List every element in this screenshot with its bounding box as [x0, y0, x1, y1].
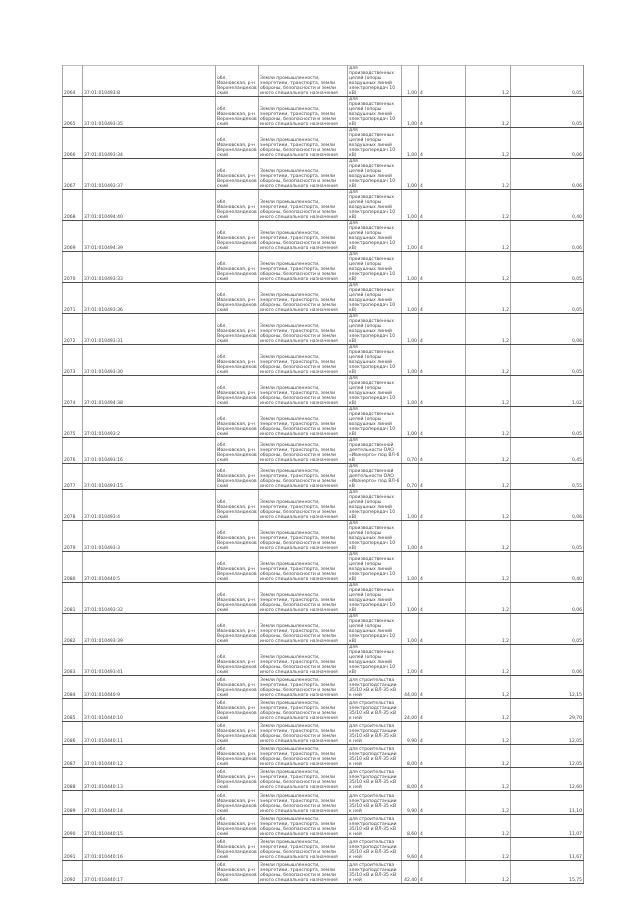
permitted-use-cell: для строительства электроподстанции 35/10 кВ и ВЛ-35 кВ к ней: [348, 745, 402, 768]
value-cell: 12,05: [511, 745, 584, 768]
coefficient-cell: 1,2: [466, 407, 511, 438]
cadastral-number-cell: 37:01:010494:38: [83, 376, 216, 407]
permitted-use-cell: для производственных целей (опоры воздушных линий электропередач 10 кВ): [348, 583, 402, 614]
table-row: [63, 860, 584, 883]
cadastral-number-cell: 37:01:010493:41: [83, 645, 216, 676]
coefficient-cell: 1,2: [466, 190, 511, 221]
row-number-cell: 2081: [63, 583, 83, 614]
value-cell: 0,06: [511, 314, 584, 345]
land-category-cell: Земли промышленности, энергетики, транспорта, земли обороны, безопасности и земли иного специального назначения: [259, 722, 348, 745]
land-category-cell: Земли промышленности, энергетики, транспорта, земли обороны, безопасности и земли иного специального назначения: [259, 490, 348, 521]
area-cell: 9,90: [402, 722, 419, 745]
row-number-cell: 2066: [63, 128, 83, 159]
location-cell: обл. Ивановская, р-н Верхнеландеховский: [216, 407, 259, 438]
permitted-use-cell: для производственных целей (опоры воздушных линий электропередач 10 кВ): [348, 376, 402, 407]
cadastral-number-cell: 37:01:010440:11: [83, 722, 216, 745]
code-cell: 4: [419, 314, 466, 345]
area-cell: 1,00: [402, 97, 419, 128]
row-number-cell: 2086: [63, 722, 83, 745]
cadastral-number-cell: 37:01:010493:34: [83, 128, 216, 159]
row-number-cell: 2089: [63, 791, 83, 814]
value-cell: 11,07: [511, 814, 584, 837]
land-category-cell: Земли промышленности, энергетики, транспорта, земли обороны, безопасности и земли иного специального назначения: [259, 768, 348, 791]
land-category-cell: Земли промышленности, энергетики, транспорта, земли обороны, безопасности и земли иного специального назначения: [259, 645, 348, 676]
area-cell: 1,00: [402, 252, 419, 283]
permitted-use-cell: для строительства электроподстанции 35/10 кВ и ВЛ-35 кВ к ней: [348, 814, 402, 837]
coefficient-cell: 1,2: [466, 614, 511, 645]
row-number-cell: 2090: [63, 814, 83, 837]
area-cell: 0,70: [402, 438, 419, 464]
code-cell: 4: [419, 159, 466, 190]
cadastral-number-cell: 37:01:010493:37: [83, 159, 216, 190]
location-cell: обл. Ивановская, р-н Верхнеландеховский: [216, 66, 259, 97]
location-cell: обл. Ивановская, р-н Верхнеландеховский: [216, 745, 259, 768]
area-cell: 1,00: [402, 583, 419, 614]
coefficient-cell: 1,2: [466, 97, 511, 128]
code-cell: 4: [419, 438, 466, 464]
cadastral-number-cell: 37:01:010440:12: [83, 745, 216, 768]
area-cell: 1,00: [402, 376, 419, 407]
code-cell: 4: [419, 283, 466, 314]
cadastral-number-cell: 37:01:010493:3: [83, 521, 216, 552]
value-cell: 0,05: [511, 614, 584, 645]
value-cell: 0,40: [511, 552, 584, 583]
area-cell: 8,00: [402, 768, 419, 791]
table-row: [63, 814, 584, 837]
location-cell: обл. Ивановская, р-н Верхнеландеховский: [216, 676, 259, 699]
value-cell: 0,05: [511, 252, 584, 283]
cadastral-number-cell: 37:01:010493:35: [83, 97, 216, 128]
permitted-use-cell: для строительства электроподстанции 35/10 кВ и ВЛ-35 кВ к ней: [348, 860, 402, 883]
code-cell: 4: [419, 722, 466, 745]
table-row: [63, 345, 584, 376]
location-cell: обл. Ивановская, р-н Верхнеландеховский: [216, 722, 259, 745]
value-cell: 0,06: [511, 159, 584, 190]
value-cell: 12,15: [511, 676, 584, 699]
value-cell: 0,06: [511, 645, 584, 676]
row-number-cell: 2073: [63, 345, 83, 376]
code-cell: 4: [419, 745, 466, 768]
row-number-cell: 2065: [63, 97, 83, 128]
row-number-cell: 2072: [63, 314, 83, 345]
permitted-use-cell: для производственных целей (опоры воздушных линий электропередач 10 кВ): [348, 128, 402, 159]
row-number-cell: 2068: [63, 190, 83, 221]
cadastral-number-cell: 37:01:010493:16: [83, 438, 216, 464]
value-cell: 29,70: [511, 699, 584, 722]
code-cell: 4: [419, 791, 466, 814]
location-cell: обл. Ивановская, р-н Верхнеландеховский: [216, 645, 259, 676]
coefficient-cell: 1,2: [466, 860, 511, 883]
location-cell: обл. Ивановская, р-н Верхнеландеховский: [216, 252, 259, 283]
value-cell: 0,06: [511, 128, 584, 159]
row-number-cell: 2083: [63, 645, 83, 676]
permitted-use-cell: для производственных целей (опоры воздушных линий электропередач 10 кВ): [348, 283, 402, 314]
value-cell: 0,06: [511, 490, 584, 521]
location-cell: обл. Ивановская, р-н Верхнеландеховский: [216, 159, 259, 190]
area-cell: 9,90: [402, 791, 419, 814]
value-cell: 0,06: [511, 221, 584, 252]
coefficient-cell: 1,2: [466, 464, 511, 490]
row-number-cell: 2067: [63, 159, 83, 190]
coefficient-cell: 1,2: [466, 490, 511, 521]
value-cell: 0,05: [511, 345, 584, 376]
value-cell: 0,05: [511, 66, 584, 97]
coefficient-cell: 1,2: [466, 521, 511, 552]
code-cell: 4: [419, 252, 466, 283]
table-row: [63, 490, 584, 521]
table-row: [63, 283, 584, 314]
table-row: [63, 66, 584, 97]
land-category-cell: Земли промышленности, энергетики, транспорта, земли обороны, безопасности и земли иного специального назначения: [259, 66, 348, 97]
table-row: [63, 221, 584, 252]
value-cell: 0,06: [511, 583, 584, 614]
coefficient-cell: 1,2: [466, 221, 511, 252]
code-cell: 4: [419, 221, 466, 252]
row-number-cell: 2084: [63, 676, 83, 699]
cadastral-number-cell: 37:01:010440:17: [83, 860, 216, 883]
land-category-cell: Земли промышленности, энергетики, транспорта, земли обороны, безопасности и земли иного специального назначения: [259, 791, 348, 814]
coefficient-cell: 1,2: [466, 376, 511, 407]
permitted-use-cell: для производственных целей (опоры воздушных линий электропередач 10 кВ): [348, 66, 402, 97]
value-cell: 12,05: [511, 722, 584, 745]
code-cell: 4: [419, 345, 466, 376]
table-row: [63, 159, 584, 190]
cadastral-number-cell: 37:01:010493:33: [83, 252, 216, 283]
land-category-cell: Земли промышленности, энергетики, транспорта, земли обороны, безопасности и земли иного специального назначения: [259, 159, 348, 190]
land-category-cell: Земли промышленности, энергетики, транспорта, земли обороны, безопасности и земли иного специального назначения: [259, 521, 348, 552]
location-cell: обл. Ивановская, р-н Верхнеландеховский: [216, 699, 259, 722]
row-number-cell: 2082: [63, 614, 83, 645]
permitted-use-cell: для строительства электроподстанции 35/10 кВ и ВЛ-35 кВ к ней: [348, 676, 402, 699]
code-cell: 4: [419, 128, 466, 159]
permitted-use-cell: для строительства электроподстанции 35/10 кВ и ВЛ-35 кВ к ней: [348, 722, 402, 745]
location-cell: обл. Ивановская, р-н Верхнеландеховский: [216, 521, 259, 552]
location-cell: обл. Ивановская, р-н Верхнеландеховский: [216, 314, 259, 345]
cadastral-number-cell: 37:01:010493:30: [83, 345, 216, 376]
row-number-cell: 2071: [63, 283, 83, 314]
permitted-use-cell: для производственных целей (опоры воздушных линий электропередач 10 кВ): [348, 521, 402, 552]
row-number-cell: 2077: [63, 464, 83, 490]
coefficient-cell: 1,2: [466, 438, 511, 464]
land-category-cell: Земли промышленности, энергетики, транспорта, земли обороны, безопасности и земли иного специального назначения: [259, 314, 348, 345]
permitted-use-cell: для производственных целей (опоры воздушных линий электропередач 10 кВ): [348, 159, 402, 190]
value-cell: 11,10: [511, 791, 584, 814]
coefficient-cell: 1,2: [466, 645, 511, 676]
location-cell: обл. Ивановская, р-н Верхнеландеховский: [216, 190, 259, 221]
code-cell: 4: [419, 837, 466, 860]
cadastral-number-cell: 37:01:010494:40: [83, 190, 216, 221]
cadastral-number-cell: 37:01:010440:15: [83, 814, 216, 837]
coefficient-cell: 1,2: [466, 552, 511, 583]
cadastral-number-cell: 37:01:010494:39: [83, 221, 216, 252]
location-cell: обл. Ивановская, р-н Верхнеландеховский: [216, 283, 259, 314]
code-cell: 4: [419, 552, 466, 583]
land-category-cell: Земли промышленности, энергетики, транспорта, земли обороны, безопасности и земли иного специального назначения: [259, 814, 348, 837]
land-category-cell: Земли промышленности, энергетики, транспорта, земли обороны, безопасности и земли иного специального назначения: [259, 128, 348, 159]
table-row: [63, 699, 584, 722]
coefficient-cell: 1,2: [466, 583, 511, 614]
area-cell: 24,00: [402, 699, 419, 722]
cadastral-number-cell: 37:01:010440:16: [83, 837, 216, 860]
location-cell: обл. Ивановская, р-н Верхнеландеховский: [216, 552, 259, 583]
table-row: [63, 190, 584, 221]
land-category-cell: Земли промышленности, энергетики, транспорта, земли обороны, безопасности и земли иного специального назначения: [259, 745, 348, 768]
table-row: [63, 837, 584, 860]
location-cell: обл. Ивановская, р-н Верхнеландеховский: [216, 345, 259, 376]
code-cell: 4: [419, 190, 466, 221]
table-row: [63, 128, 584, 159]
value-cell: 0,05: [511, 283, 584, 314]
location-cell: обл. Ивановская, р-н Верхнеландеховский: [216, 837, 259, 860]
code-cell: 4: [419, 860, 466, 883]
code-cell: 4: [419, 66, 466, 97]
coefficient-cell: 1,2: [466, 676, 511, 699]
permitted-use-cell: для строительства электроподстанции 35/10 кВ и ВЛ-35 кВ к ней: [348, 791, 402, 814]
location-cell: обл. Ивановская, р-н Верхнеландеховский: [216, 376, 259, 407]
location-cell: обл. Ивановская, р-н Верхнеландеховский: [216, 768, 259, 791]
location-cell: обл. Ивановская, р-н Верхнеландеховский: [216, 221, 259, 252]
value-cell: 0,05: [511, 407, 584, 438]
row-number-cell: 2087: [63, 745, 83, 768]
row-number-cell: 2075: [63, 407, 83, 438]
location-cell: обл. Ивановская, р-н Верхнеландеховский: [216, 791, 259, 814]
table-row: [63, 376, 584, 407]
table-row: [63, 521, 584, 552]
permitted-use-cell: для производственной деятельности ОАО «Ивэнерго» под ВЛ-6 кВ: [348, 464, 402, 490]
land-category-cell: Земли промышленности, энергетики, транспорта, земли обороны, безопасности и земли иного специального назначения: [259, 583, 348, 614]
value-cell: 11,67: [511, 837, 584, 860]
row-number-cell: 2078: [63, 490, 83, 521]
code-cell: 4: [419, 645, 466, 676]
row-number-cell: 2080: [63, 552, 83, 583]
permitted-use-cell: для производственной деятельности ОАО «Ивэнерго» под ВЛ-6 кВ: [348, 438, 402, 464]
area-cell: 1,00: [402, 345, 419, 376]
land-category-cell: Земли промышленности, энергетики, транспорта, земли обороны, безопасности и земли иного специального назначения: [259, 676, 348, 699]
location-cell: обл. Ивановская, р-н Верхнеландеховский: [216, 814, 259, 837]
permitted-use-cell: для производственных целей (опоры воздушных линий электропередач 10 кВ): [348, 252, 402, 283]
row-number-cell: 2069: [63, 221, 83, 252]
area-cell: 1,00: [402, 283, 419, 314]
area-cell: 44,00: [402, 676, 419, 699]
land-category-cell: Земли промышленности, энергетики, транспорта, земли обороны, безопасности и земли иного специального назначения: [259, 252, 348, 283]
coefficient-cell: 1,2: [466, 768, 511, 791]
value-cell: 12,60: [511, 768, 584, 791]
code-cell: 4: [419, 814, 466, 837]
area-cell: 1,00: [402, 614, 419, 645]
coefficient-cell: 1,2: [466, 745, 511, 768]
permitted-use-cell: для производственных целей (опоры воздушных линий электропередач 10 кВ): [348, 221, 402, 252]
code-cell: 4: [419, 768, 466, 791]
location-cell: обл. Ивановская, р-н Верхнеландеховский: [216, 583, 259, 614]
permitted-use-cell: для производственных целей (опоры воздушных линий электропередач 10 кВ): [348, 190, 402, 221]
area-cell: 1,00: [402, 128, 419, 159]
coefficient-cell: 1,2: [466, 814, 511, 837]
land-category-cell: Земли промышленности, энергетики, транспорта, земли обороны, безопасности и земли иного специального назначения: [259, 438, 348, 464]
land-parcels-table: [62, 65, 584, 884]
land-category-cell: Земли промышленности, энергетики, транспорта, земли обороны, безопасности и земли иного специального назначения: [259, 614, 348, 645]
code-cell: 4: [419, 614, 466, 645]
area-cell: 1,00: [402, 490, 419, 521]
cadastral-number-cell: 37:01:010440:13: [83, 768, 216, 791]
cadastral-number-cell: 37:01:010440:9: [83, 676, 216, 699]
permitted-use-cell: для производственных целей (опоры воздушных линий электропередач 10 кВ): [348, 407, 402, 438]
land-category-cell: Земли промышленности, энергетики, транспорта, земли обороны, безопасности и земли иного специального назначения: [259, 190, 348, 221]
value-cell: 0,05: [511, 521, 584, 552]
location-cell: обл. Ивановская, р-н Верхнеландеховский: [216, 128, 259, 159]
location-cell: обл. Ивановская, р-н Верхнеландеховский: [216, 490, 259, 521]
code-cell: 4: [419, 521, 466, 552]
value-cell: 0,45: [511, 438, 584, 464]
table-row: [63, 791, 584, 814]
cadastral-number-cell: 37:01:010493:32: [83, 583, 216, 614]
table-row: [63, 745, 584, 768]
coefficient-cell: 1,2: [466, 699, 511, 722]
land-category-cell: Земли промышленности, энергетики, транспорта, земли обороны, безопасности и земли иного специального назначения: [259, 97, 348, 128]
area-cell: 0,70: [402, 464, 419, 490]
value-cell: 0,05: [511, 97, 584, 128]
land-category-cell: Земли промышленности, энергетики, транспорта, земли обороны, безопасности и земли иного специального назначения: [259, 464, 348, 490]
cadastral-number-cell: 37:01:010493:36: [83, 283, 216, 314]
table-row: [63, 252, 584, 283]
cadastral-number-cell: 37:01:010440:10: [83, 699, 216, 722]
location-cell: обл. Ивановская, р-н Верхнеландеховский: [216, 464, 259, 490]
table-row: [63, 722, 584, 745]
permitted-use-cell: для производственных целей (опоры воздушных линий электропередач 10 кВ): [348, 345, 402, 376]
row-number-cell: 2085: [63, 699, 83, 722]
land-category-cell: Земли промышленности, энергетики, транспорта, земли обороны, безопасности и земли иного специального назначения: [259, 837, 348, 860]
cadastral-number-cell: 37:01:010493:31: [83, 314, 216, 345]
land-category-cell: Земли промышленности, энергетики, транспорта, земли обороны, безопасности и земли иного специального назначения: [259, 407, 348, 438]
land-category-cell: Земли промышленности, энергетики, транспорта, земли обороны, безопасности и земли иного специального назначения: [259, 552, 348, 583]
table-row: [63, 768, 584, 791]
table-row: [63, 97, 584, 128]
code-cell: 4: [419, 97, 466, 128]
value-cell: 0,40: [511, 190, 584, 221]
value-cell: 1,02: [511, 376, 584, 407]
code-cell: 4: [419, 583, 466, 614]
permitted-use-cell: для строительства электроподстанции 35/10 кВ и ВЛ-35 кВ к ней: [348, 699, 402, 722]
location-cell: обл. Ивановская, р-н Верхнеландеховский: [216, 614, 259, 645]
row-number-cell: 2079: [63, 521, 83, 552]
area-cell: 1,00: [402, 190, 419, 221]
area-cell: 1,00: [402, 159, 419, 190]
permitted-use-cell: для строительства электроподстанции 35/10 кВ и ВЛ-35 кВ к ней: [348, 837, 402, 860]
land-category-cell: Земли промышленности, энергетики, транспорта, земли обороны, безопасности и земли иного специального назначения: [259, 283, 348, 314]
code-cell: 4: [419, 490, 466, 521]
coefficient-cell: 1,2: [466, 345, 511, 376]
area-cell: 1,00: [402, 645, 419, 676]
area-cell: 9,60: [402, 837, 419, 860]
coefficient-cell: 1,2: [466, 791, 511, 814]
coefficient-cell: 1,2: [466, 128, 511, 159]
area-cell: 1,00: [402, 407, 419, 438]
area-cell: 1,00: [402, 521, 419, 552]
permitted-use-cell: для производственных целей (опоры воздушных линий электропередач 10 кВ): [348, 490, 402, 521]
row-number-cell: 2074: [63, 376, 83, 407]
table-row: [63, 676, 584, 699]
code-cell: 4: [419, 676, 466, 699]
land-category-cell: Земли промышленности, энергетики, транспорта, земли обороны, безопасности и земли иного специального назначения: [259, 699, 348, 722]
table-row: [63, 464, 584, 490]
coefficient-cell: 1,2: [466, 159, 511, 190]
permitted-use-cell: для производственных целей (опоры воздушных линий электропередач 10 кВ): [348, 314, 402, 345]
cadastral-number-cell: 37:01:010493:2: [83, 407, 216, 438]
permitted-use-cell: для производственных целей (опоры воздушных линий электропередач 10 кВ): [348, 552, 402, 583]
cadastral-number-cell: 37:01:010493:4: [83, 490, 216, 521]
coefficient-cell: 1,2: [466, 283, 511, 314]
land-category-cell: Земли промышленности, энергетики, транспорта, земли обороны, безопасности и земли иного специального назначения: [259, 221, 348, 252]
land-category-cell: Земли промышленности, энергетики, транспорта, земли обороны, безопасности и земли иного специального назначения: [259, 376, 348, 407]
row-number-cell: 2091: [63, 837, 83, 860]
cadastral-number-cell: 37:01:010493:15: [83, 464, 216, 490]
land-category-cell: Земли промышленности, энергетики, транспорта, земли обороны, безопасности и земли иного специального назначения: [259, 345, 348, 376]
area-cell: 1,00: [402, 221, 419, 252]
code-cell: 4: [419, 376, 466, 407]
coefficient-cell: 1,2: [466, 314, 511, 345]
coefficient-cell: 1,2: [466, 722, 511, 745]
value-cell: 15,75: [511, 860, 584, 883]
permitted-use-cell: для производственных целей (опоры воздушных линий электропередач 10 кВ): [348, 614, 402, 645]
area-cell: 8,60: [402, 814, 419, 837]
row-number-cell: 2076: [63, 438, 83, 464]
table-row: [63, 314, 584, 345]
coefficient-cell: 1,2: [466, 252, 511, 283]
table-row: [63, 407, 584, 438]
coefficient-cell: 1,2: [466, 66, 511, 97]
permitted-use-cell: для производственных целей (опоры воздушных линий электропередач 10 кВ): [348, 97, 402, 128]
location-cell: обл. Ивановская, р-н Верхнеландеховский: [216, 97, 259, 128]
row-number-cell: 2070: [63, 252, 83, 283]
permitted-use-cell: для строительства электроподстанции 35/10 кВ и ВЛ-35 кВ к ней: [348, 768, 402, 791]
permitted-use-cell: для производственных целей (опоры воздушных линий электропередач 10 кВ): [348, 645, 402, 676]
cadastral-number-cell: 37:01:010440:5: [83, 552, 216, 583]
table-body: [63, 66, 584, 884]
table-row: [63, 583, 584, 614]
cadastral-number-cell: 37:01:010493:8: [83, 66, 216, 97]
table-row: [63, 552, 584, 583]
cadastral-number-cell: 37:01:010440:14: [83, 791, 216, 814]
coefficient-cell: 1,2: [466, 837, 511, 860]
row-number-cell: 2088: [63, 768, 83, 791]
location-cell: обл. Ивановская, р-н Верхнеландеховский: [216, 860, 259, 883]
cadastral-number-cell: 37:01:010493:39: [83, 614, 216, 645]
area-cell: 1,00: [402, 66, 419, 97]
code-cell: 4: [419, 699, 466, 722]
code-cell: 4: [419, 464, 466, 490]
area-cell: 1,00: [402, 314, 419, 345]
land-category-cell: Земли промышленности, энергетики, транспорта, земли обороны, безопасности и земли иного специального назначения: [259, 860, 348, 883]
area-cell: 1,00: [402, 552, 419, 583]
location-cell: обл. Ивановская, р-н Верхнеландеховский: [216, 438, 259, 464]
area-cell: 42,40: [402, 860, 419, 883]
row-number-cell: 2064: [63, 66, 83, 97]
table-row: [63, 645, 584, 676]
table-row: [63, 438, 584, 464]
code-cell: 4: [419, 407, 466, 438]
table-row: [63, 614, 584, 645]
area-cell: 8,00: [402, 745, 419, 768]
value-cell: 0,55: [511, 464, 584, 490]
row-number-cell: 2092: [63, 860, 83, 883]
